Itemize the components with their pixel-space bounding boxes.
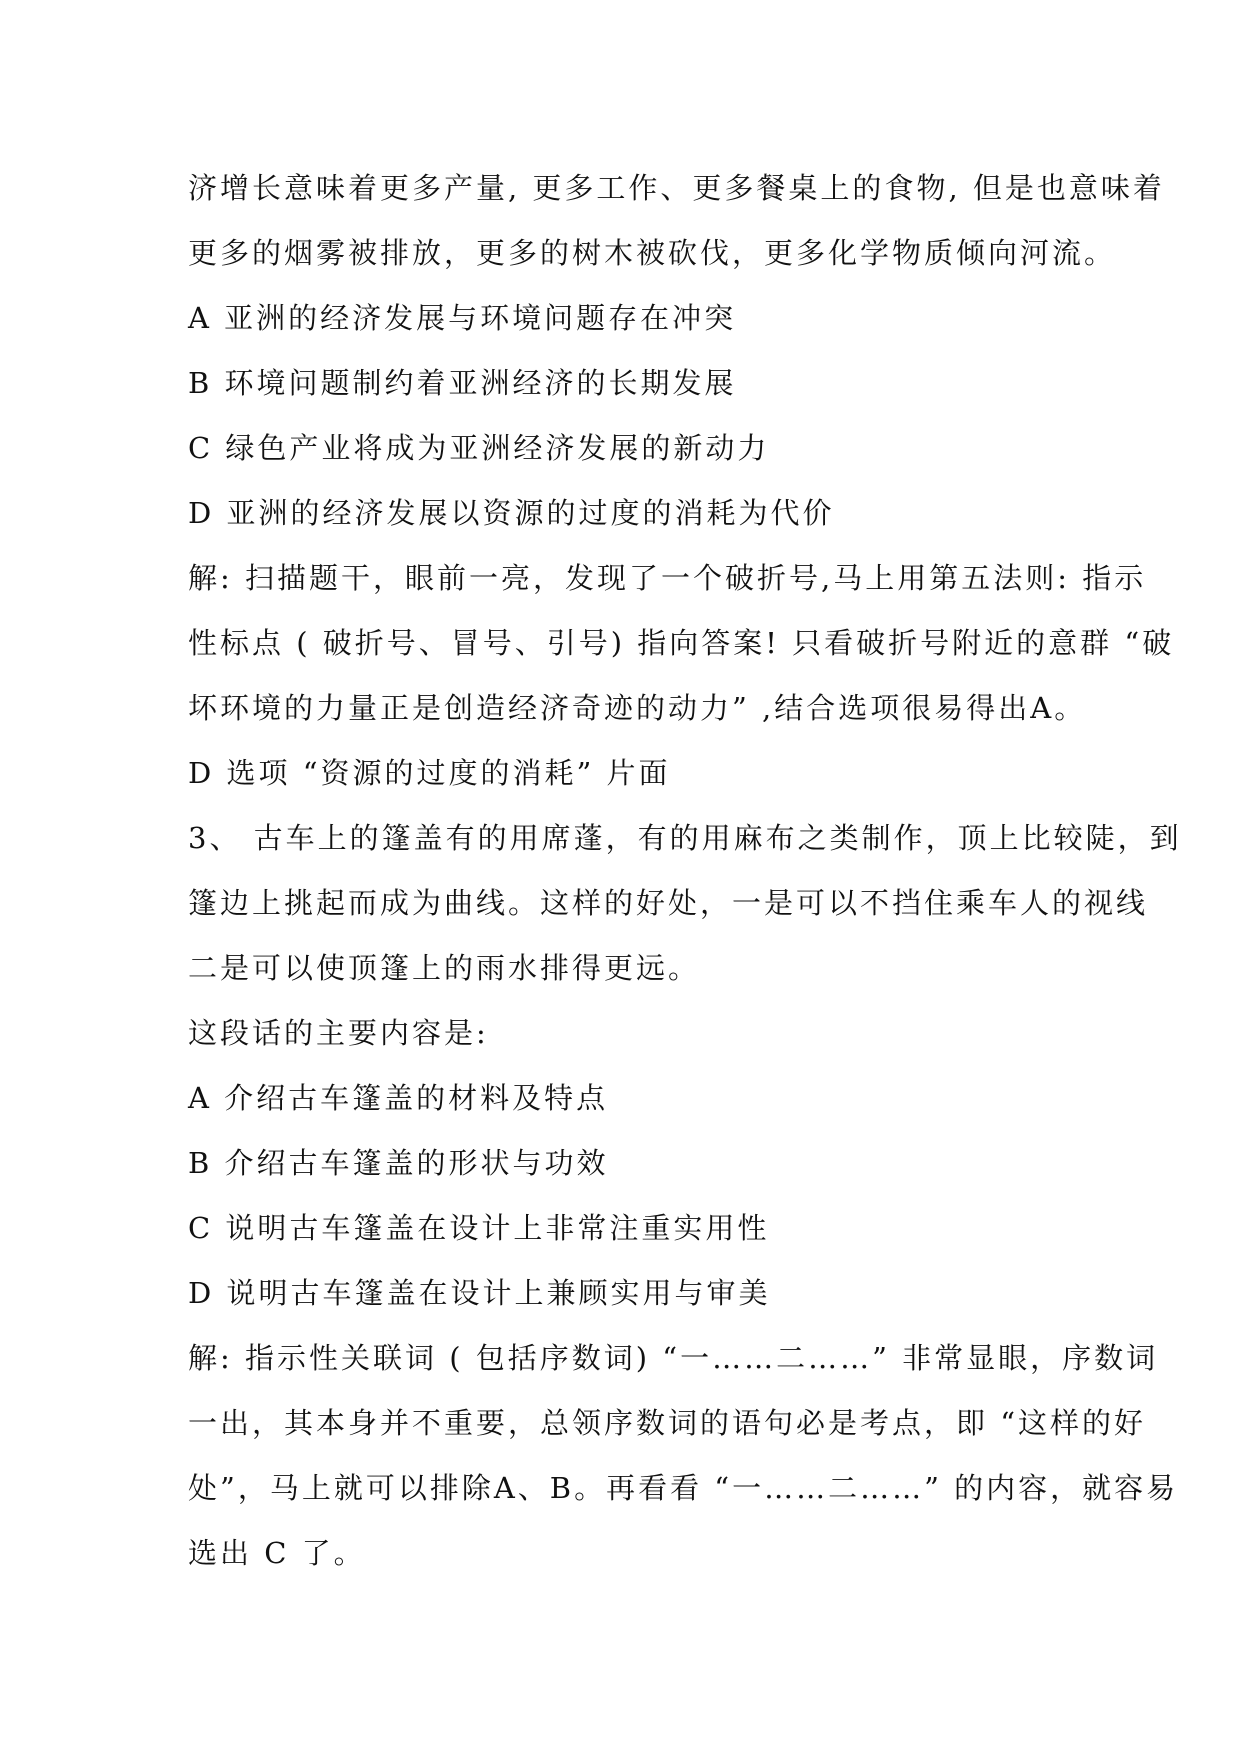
question-prompt: 这段话的主要内容是:: [188, 1016, 489, 1050]
passage-line: 更多的烟雾被排放，更多的树木被砍伐，更多化学物质倾向河流。: [188, 236, 1117, 270]
explanation-line: D 选项 “资源的过度的消耗” 片面: [188, 756, 671, 790]
option-d: D 亚洲的经济发展以资源的过度的消耗为代价: [188, 496, 835, 530]
option-a: A 亚洲的经济发展与环境问题存在冲突: [188, 301, 737, 335]
explanation-line: 一出，其本身并不重要，总领序数词的语句必是考点，即 “这样的好: [188, 1406, 1147, 1440]
passage-line: 济增长意味着更多产量, 更多工作、更多餐桌上的食物, 但是也意味着: [188, 171, 1165, 205]
question-line: 3、 古车上的篷盖有的用席蓬，有的用麻布之类制作，顶上比较陡，到: [188, 821, 1182, 855]
option-c: C 说明古车篷盖在设计上非常注重实用性: [188, 1211, 770, 1245]
option-c: C 绿色产业将成为亚洲经济发展的新动力: [188, 431, 770, 465]
explanation-line: 解: 扫描题干，眼前一亮，发现了一个破折号,马上用第五法则: 指示: [188, 561, 1147, 595]
option-d: D 说明古车篷盖在设计上兼顾实用与审美: [188, 1276, 771, 1310]
explanation-line: 解: 指示性关联词 ( 包括序数词) “一……二……” 非常显眼，序数词: [188, 1341, 1159, 1375]
question-line: 二是可以使顶篷上的雨水排得更远。: [188, 951, 701, 985]
explanation-line: 性标点 ( 破折号、冒号、引号) 指向答案! 只看破折号附近的意群 “破: [188, 626, 1175, 660]
option-b: B 环境问题制约着亚洲经济的长期发展: [188, 366, 737, 400]
question-line: 篷边上挑起而成为曲线。这样的好处，一是可以不挡住乘车人的视线: [188, 886, 1149, 920]
document-body: [188, 156, 1182, 1586]
option-b: B 介绍古车篷盖的形状与功效: [188, 1146, 609, 1180]
explanation-line: 处”，马上就可以排除A、B。再看看 “一……二……” 的内容，就容易: [188, 1471, 1179, 1505]
option-a: A 介绍古车篷盖的材料及特点: [188, 1081, 609, 1115]
explanation-line: 选出 C 了。: [188, 1536, 366, 1570]
explanation-line: 坏环境的力量正是创造经济奇迹的动力” ,结合选项很易得出A。: [188, 691, 1087, 725]
